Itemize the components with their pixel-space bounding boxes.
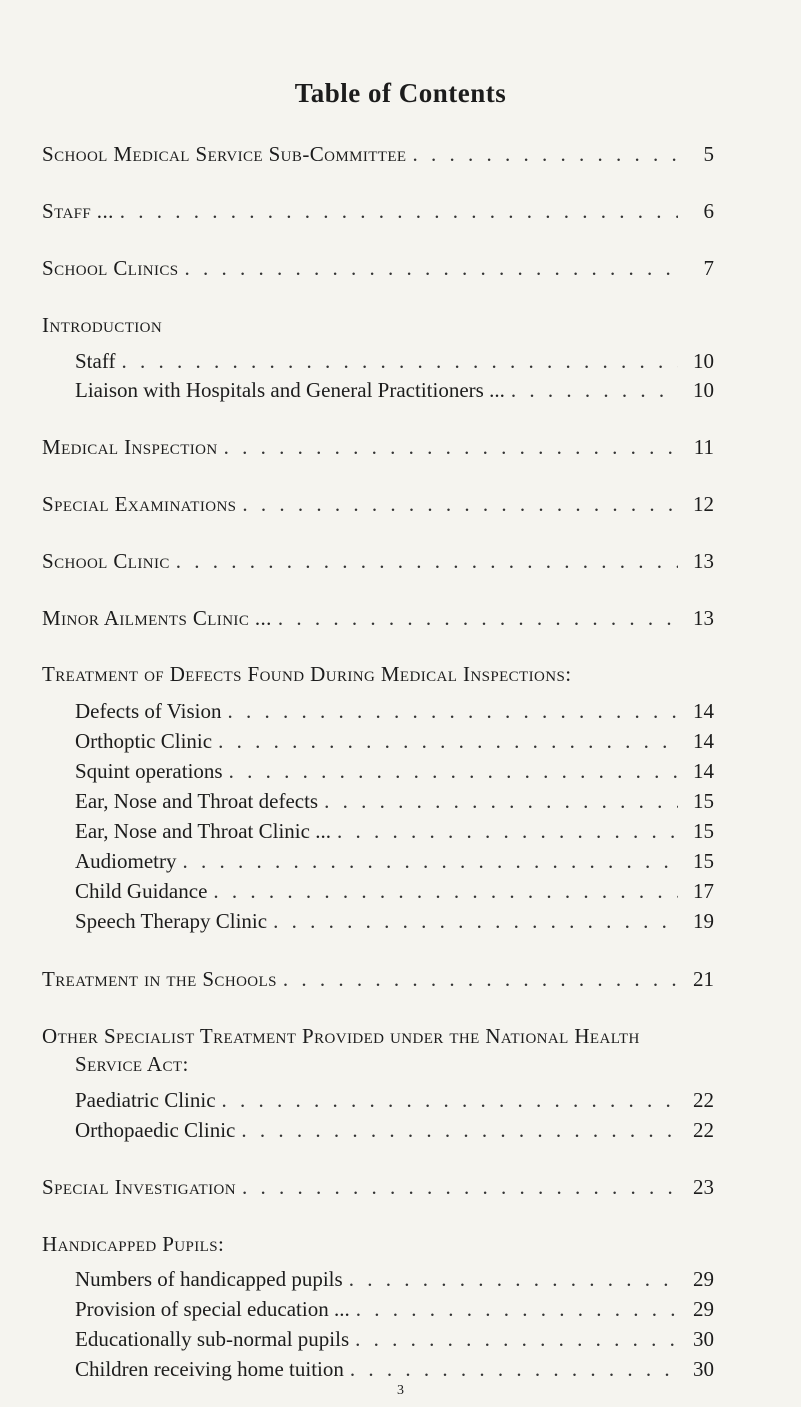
toc-entry-label: Paediatric Clinic bbox=[75, 1088, 216, 1112]
toc-entry-label: Special Examinations bbox=[42, 492, 237, 516]
toc-entry-page: 22 bbox=[693, 1088, 714, 1112]
toc-entry bbox=[75, 787, 714, 815]
toc-entry-page: 30 bbox=[693, 1357, 714, 1381]
toc-entry-page: 11 bbox=[693, 435, 714, 459]
dot-leader bbox=[283, 965, 678, 993]
toc-entry-label: Ear, Nose and Throat defects bbox=[75, 789, 319, 813]
toc-entry-page: 7 bbox=[703, 256, 714, 280]
toc-entry bbox=[42, 140, 714, 168]
toc-entry-label: Medical Inspection bbox=[42, 435, 218, 459]
toc-entry-label: Speech Therapy Clinic bbox=[75, 909, 268, 933]
toc-entry-label: Ear, Nose and Throat Clinic ... bbox=[75, 819, 331, 843]
toc-entry-label: Orthoptic Clinic bbox=[75, 729, 213, 753]
dot-leader bbox=[213, 877, 678, 905]
toc-entry bbox=[75, 727, 714, 755]
dot-leader bbox=[185, 254, 678, 282]
dot-leader bbox=[242, 490, 678, 518]
dot-leader bbox=[349, 1265, 678, 1293]
toc-entry bbox=[75, 817, 714, 845]
toc-entry-label: Audiometry bbox=[75, 849, 177, 873]
toc-entry-label: Liaison with Hospitals and General Practitioners ... bbox=[75, 378, 505, 402]
toc-entry-label: Squint operations bbox=[75, 759, 223, 783]
section-heading: Handicapped Pupils: bbox=[42, 1232, 225, 1256]
dot-leader bbox=[229, 757, 678, 785]
toc-entry bbox=[75, 847, 714, 875]
toc-entry-page: 10 bbox=[693, 349, 714, 373]
toc-entry-label: Numbers of handicapped pupils bbox=[75, 1267, 343, 1291]
dot-leader bbox=[121, 347, 678, 375]
toc-entry-label: Treatment in the Schools bbox=[42, 967, 277, 991]
toc-entry-label: Minor Ailments Clinic ... bbox=[42, 606, 272, 630]
toc-entry bbox=[42, 1173, 714, 1201]
dot-leader bbox=[241, 1116, 678, 1144]
toc-entry bbox=[42, 547, 714, 575]
toc-entry-label: Staff bbox=[75, 349, 116, 373]
dot-leader bbox=[182, 847, 678, 875]
toc-entry bbox=[75, 1116, 714, 1144]
toc-entry bbox=[42, 604, 714, 632]
dot-leader bbox=[324, 787, 678, 815]
toc-entry-label: Educationally sub-normal pupils bbox=[75, 1327, 350, 1351]
toc-entry bbox=[42, 254, 714, 282]
dot-leader bbox=[356, 1295, 678, 1323]
toc-entry-page: 13 bbox=[693, 606, 714, 630]
toc-entry-page: 14 bbox=[693, 699, 714, 723]
dot-leader bbox=[278, 604, 678, 632]
toc-entry-page: 5 bbox=[703, 142, 714, 166]
toc-entry-page: 21 bbox=[693, 967, 714, 991]
dot-leader bbox=[511, 376, 678, 404]
page-number: 3 bbox=[397, 1383, 404, 1398]
toc-entry bbox=[75, 347, 714, 375]
section-heading: Other Specialist Treatment Provided under the National Health bbox=[42, 1024, 640, 1048]
toc-entry-page: 6 bbox=[703, 199, 714, 223]
toc-entry bbox=[42, 197, 714, 225]
dot-leader bbox=[242, 1173, 678, 1201]
dot-leader bbox=[337, 817, 678, 845]
toc-entry-page: 15 bbox=[693, 789, 714, 813]
section-heading-continued: Service Act: bbox=[75, 1052, 189, 1076]
toc-entry bbox=[75, 1086, 714, 1114]
toc-entry-page: 12 bbox=[693, 492, 714, 516]
dot-leader bbox=[120, 197, 678, 225]
toc-entry-page: 14 bbox=[693, 759, 714, 783]
toc-entry-label: School Medical Service Sub-Committee bbox=[42, 142, 407, 166]
dot-leader bbox=[176, 547, 678, 575]
toc-entry bbox=[75, 757, 714, 785]
section-heading: Introduction bbox=[42, 313, 163, 337]
dot-leader bbox=[355, 1325, 678, 1353]
toc-entry bbox=[75, 697, 714, 725]
toc-entry bbox=[75, 907, 714, 935]
toc-entry bbox=[75, 1265, 714, 1293]
toc-entry-label: Child Guidance bbox=[75, 879, 208, 903]
dot-leader bbox=[350, 1355, 678, 1383]
toc-entry bbox=[42, 490, 714, 518]
toc-entry-page: 29 bbox=[693, 1267, 714, 1291]
toc-entry-label: Defects of Vision bbox=[75, 699, 222, 723]
section-heading: Treatment of Defects Found During Medical Inspections: bbox=[42, 662, 572, 686]
dot-leader bbox=[222, 1086, 678, 1114]
toc-entry-page: 10 bbox=[693, 378, 714, 402]
toc-entry bbox=[75, 1325, 714, 1353]
toc-entry-page: 13 bbox=[693, 549, 714, 573]
toc-entry bbox=[75, 877, 714, 905]
toc-entry-page: 29 bbox=[693, 1297, 714, 1321]
toc-entry-label: Children receiving home tuition bbox=[75, 1357, 344, 1381]
toc-entry-page: 14 bbox=[693, 729, 714, 753]
toc-entry-page: 22 bbox=[693, 1118, 714, 1142]
toc-entry bbox=[75, 376, 714, 404]
dot-leader bbox=[273, 907, 678, 935]
dot-leader bbox=[224, 433, 678, 461]
toc-entry-label: School Clinics bbox=[42, 256, 179, 280]
toc-entry-label: Provision of special education ... bbox=[75, 1297, 350, 1321]
toc-entry bbox=[75, 1295, 714, 1323]
toc-entry bbox=[42, 965, 714, 993]
toc-entry-label: School Clinic bbox=[42, 549, 170, 573]
dot-leader bbox=[218, 727, 678, 755]
toc-entry-page: 15 bbox=[693, 849, 714, 873]
toc-entry-label: Staff ... bbox=[42, 199, 114, 223]
toc-entry-page: 19 bbox=[693, 909, 714, 933]
toc-entry-page: 23 bbox=[693, 1175, 714, 1199]
toc-entry-label: Orthopaedic Clinic bbox=[75, 1118, 236, 1142]
toc-entry-page: 15 bbox=[693, 819, 714, 843]
toc-entry bbox=[42, 433, 714, 461]
page-title: Table of Contents bbox=[294, 78, 507, 108]
dot-leader bbox=[412, 140, 678, 168]
toc-entry-label: Special Investigation bbox=[42, 1175, 236, 1199]
toc-entry-page: 17 bbox=[693, 879, 714, 903]
toc-entry-page: 30 bbox=[693, 1327, 714, 1351]
toc-entry bbox=[75, 1355, 714, 1383]
dot-leader bbox=[228, 697, 679, 725]
